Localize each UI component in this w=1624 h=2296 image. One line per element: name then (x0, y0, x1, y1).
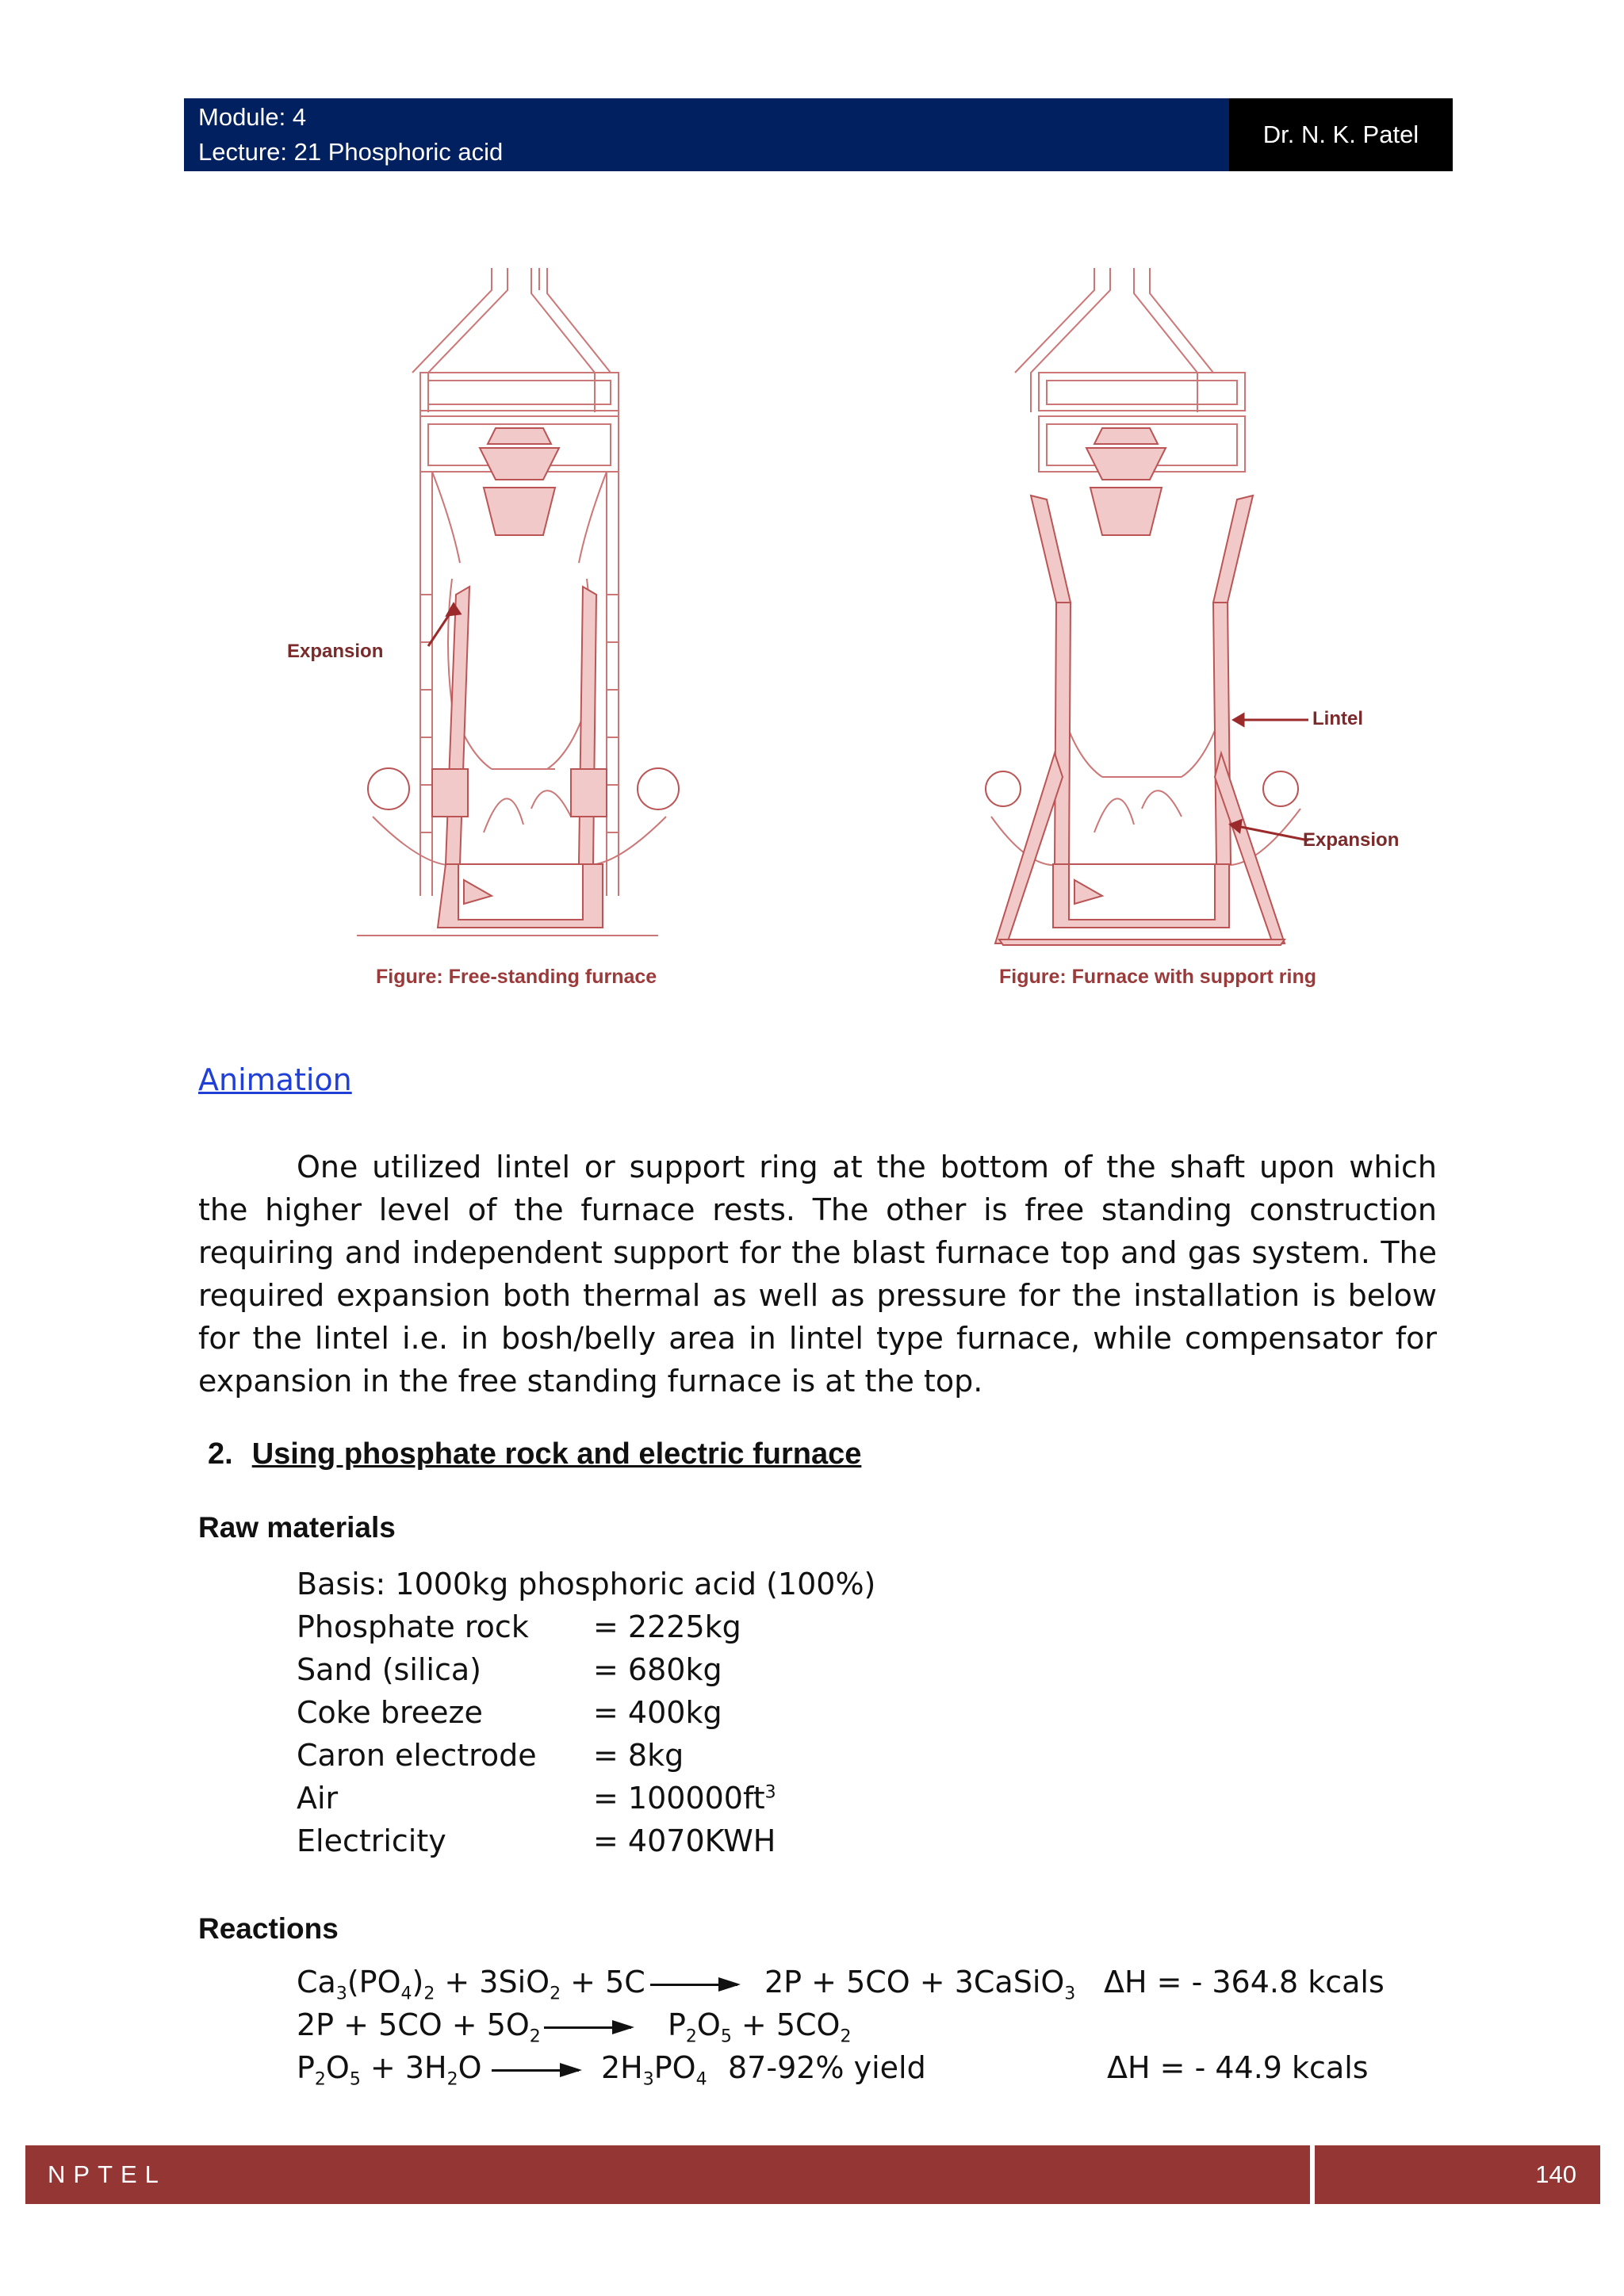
left-figure-caption: Figure: Free-standing furnace (376, 966, 657, 988)
reaction-arrow-icon (544, 2026, 631, 2029)
material-name: Air (297, 1781, 339, 1816)
reaction-1-products: 2P + 5CO + 3CaSiO$_3$ (764, 1965, 1076, 2004)
reaction-arrow-icon (492, 2069, 579, 2072)
header-module-bar (184, 98, 1229, 171)
footer-nptel-bar (25, 2145, 1310, 2204)
support-ring-furnace-diagram (967, 262, 1459, 991)
reaction-1-reactants: $Ca_3(PO_4)_2 + 3SiO_2 + 5C$ (297, 1965, 645, 2004)
section-heading (208, 1437, 861, 1471)
material-value: = 2225kg (593, 1609, 741, 1644)
footer-nptel: NPTEL (48, 2160, 167, 2188)
section-number: 2. (208, 1437, 233, 1471)
material-value: = 4070KWH (593, 1823, 776, 1858)
reaction-3-yield: 87-92% yield (728, 2050, 926, 2085)
material-name: Phosphate rock (297, 1609, 529, 1644)
free-standing-furnace-diagram (270, 262, 714, 991)
animation-link[interactable]: Animation (198, 1062, 352, 1097)
lecture-label: Lecture: 21 Phosphoric acid (198, 138, 504, 166)
raw-materials-heading: Raw materials (198, 1511, 396, 1544)
material-value (593, 1781, 776, 1816)
reaction-3-products: $2H_3PO_4$ (601, 2050, 707, 2090)
footer-page-box (1315, 2145, 1600, 2204)
reaction-3-reactants: $P_2O_5 + 3H_2O$ (297, 2050, 482, 2090)
material-value: = 400kg (593, 1695, 722, 1730)
body-paragraph: One utilized lintel or support ring at the bottom of the shaft upon which the higher level of the furnace rests. The other is free standing construction requiring and independent support for the blast furnace top and gas system. The required expansion both thermal as well as pressure for the installation is below for the lintel i.e. in bosh/belly area in lintel type furnace, while compensator for expansion in the free standing furnace is at the top. (198, 1150, 1437, 1399)
material-name: Electricity (297, 1823, 446, 1858)
right-lintel-label: Lintel (1312, 708, 1363, 729)
right-figure-caption: Figure: Furnace with support ring (999, 966, 1316, 988)
left-expansion-label: Expansion (287, 641, 384, 662)
section-title: Using phosphate rock and electric furnace (251, 1437, 862, 1471)
author-name: Dr. N. K. Patel (1262, 121, 1419, 148)
material-name: Sand (silica) (297, 1652, 481, 1687)
reaction-2-products: $P_2O_5 + 5CO_2$ (668, 2007, 852, 2047)
reaction-3-enthalpy: ΔH = - 44.9 kcals (1107, 2050, 1369, 2085)
air-exponent: 3 (764, 1782, 776, 1803)
material-value: = 8kg (593, 1738, 684, 1773)
page-number: 140 (1535, 2160, 1576, 2188)
basis-text: Basis: 1000kg phosphoric acid (100%) (297, 1567, 876, 1601)
reactions-heading: Reactions (198, 1912, 339, 1945)
material-name: Caron electrode (297, 1738, 537, 1773)
author-box (1229, 98, 1453, 171)
right-expansion-label: Expansion (1303, 829, 1400, 851)
reaction-2-reactants: $2P + 5CO + 5O_2$ (297, 2007, 541, 2047)
air-value: = 100000ft (593, 1781, 765, 1816)
reaction-1-enthalpy: ΔH = - 364.8 kcals (1104, 1965, 1385, 1999)
material-name: Coke breeze (297, 1695, 483, 1730)
module-label: Module: 4 (198, 103, 307, 131)
material-value: = 680kg (593, 1652, 722, 1687)
reaction-arrow-icon (650, 1984, 737, 1986)
